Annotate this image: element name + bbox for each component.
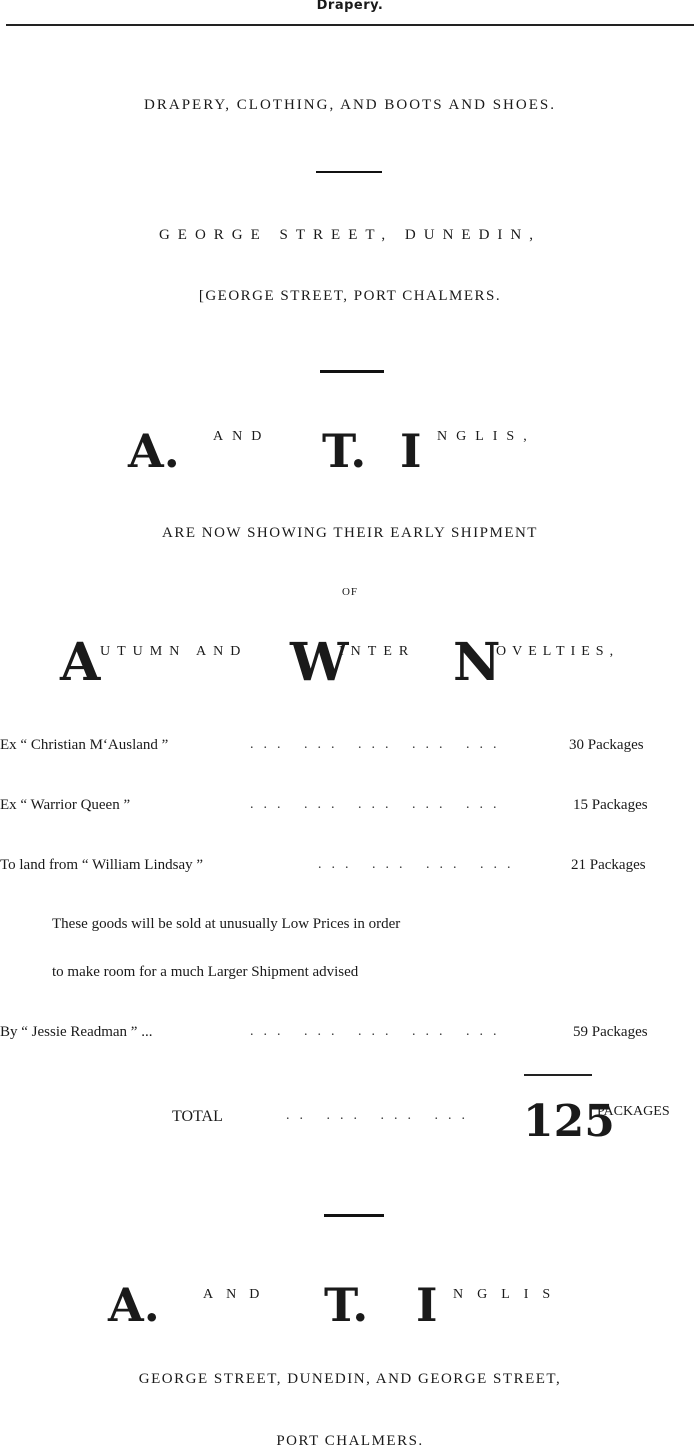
total-unit: PACKAGES [597,1104,670,1119]
price-note-continued: to make room for a much Larger Shipment advised [52,964,359,980]
novelties-rest: OVELTIES, [496,644,620,659]
firm-name-rest: NGLIS, [437,429,536,444]
shipment-packages: 30 Packages [569,737,644,753]
address-port-chalmers: [GEORGE STREET, PORT CHALMERS. [198,288,502,304]
firm-initial-a: A. [128,424,180,478]
price-note: These goods will be sold at unusually Low Prices in order [52,916,401,932]
firm-initial-t: T. [322,424,367,478]
leader-dots: ... ... ... ... [318,857,521,872]
divider [316,171,382,173]
shipment-packages: 59 Packages [573,1024,648,1040]
novelties-winter: INTER [339,644,416,659]
trade-line: DRAPERY, CLOTHING, AND BOOTS AND SHOES. [144,97,556,113]
address-line-port: PORT CHALMERS. [276,1433,424,1449]
of-line: OF [341,586,359,598]
firm-initial-a: A. [108,1278,160,1332]
novelties-initial-w: W [290,632,349,693]
leader-dots: ... ... ... ... ... [250,1024,507,1039]
showing-line: ARE NOW SHOWING THEIR EARLY SHIPMENT [162,525,538,541]
novelties-autumn-and: UTUMN AND [100,644,248,659]
header-divider [6,24,694,26]
leader-dots: ... ... ... ... ... [250,737,507,752]
shipment-label: Ex “ Warrior Queen ” [0,797,131,813]
sum-rule [524,1074,592,1076]
section-heading: Drapery. [316,0,384,13]
shipment-label: By “ Jessie Readman ” ... [0,1024,153,1040]
firm-initial-i: I [416,1278,438,1332]
leader-dots: ... ... ... ... ... [250,797,507,812]
leader-dots: .. ... ... ... [286,1108,475,1123]
shipment-packages: 21 Packages [571,857,646,873]
address-line: GEORGE STREET, DUNEDIN, AND GEORGE STREET, [138,1371,562,1387]
total-number: 125 [523,1096,615,1147]
firm-initial-t: T. [324,1278,369,1332]
firm-initial-i: I [400,424,422,478]
novelties-initial-n: N [453,632,501,693]
shipment-label: Ex “ Christian M‘Ausland ” [0,737,169,753]
shipment-packages: 15 Packages [573,797,648,813]
novelties-initial-a: A [60,632,101,693]
shipment-label: To land from “ William Lindsay ” [0,857,204,873]
address-dunedin: GEORGE STREET, DUNEDIN, [158,227,542,243]
divider [324,1214,384,1217]
firm-and: AND [203,1287,273,1302]
divider [320,370,384,373]
firm-name-rest: NGLIS [453,1287,565,1302]
total-label: TOTAL [172,1108,223,1125]
firm-and: AND [213,429,271,444]
